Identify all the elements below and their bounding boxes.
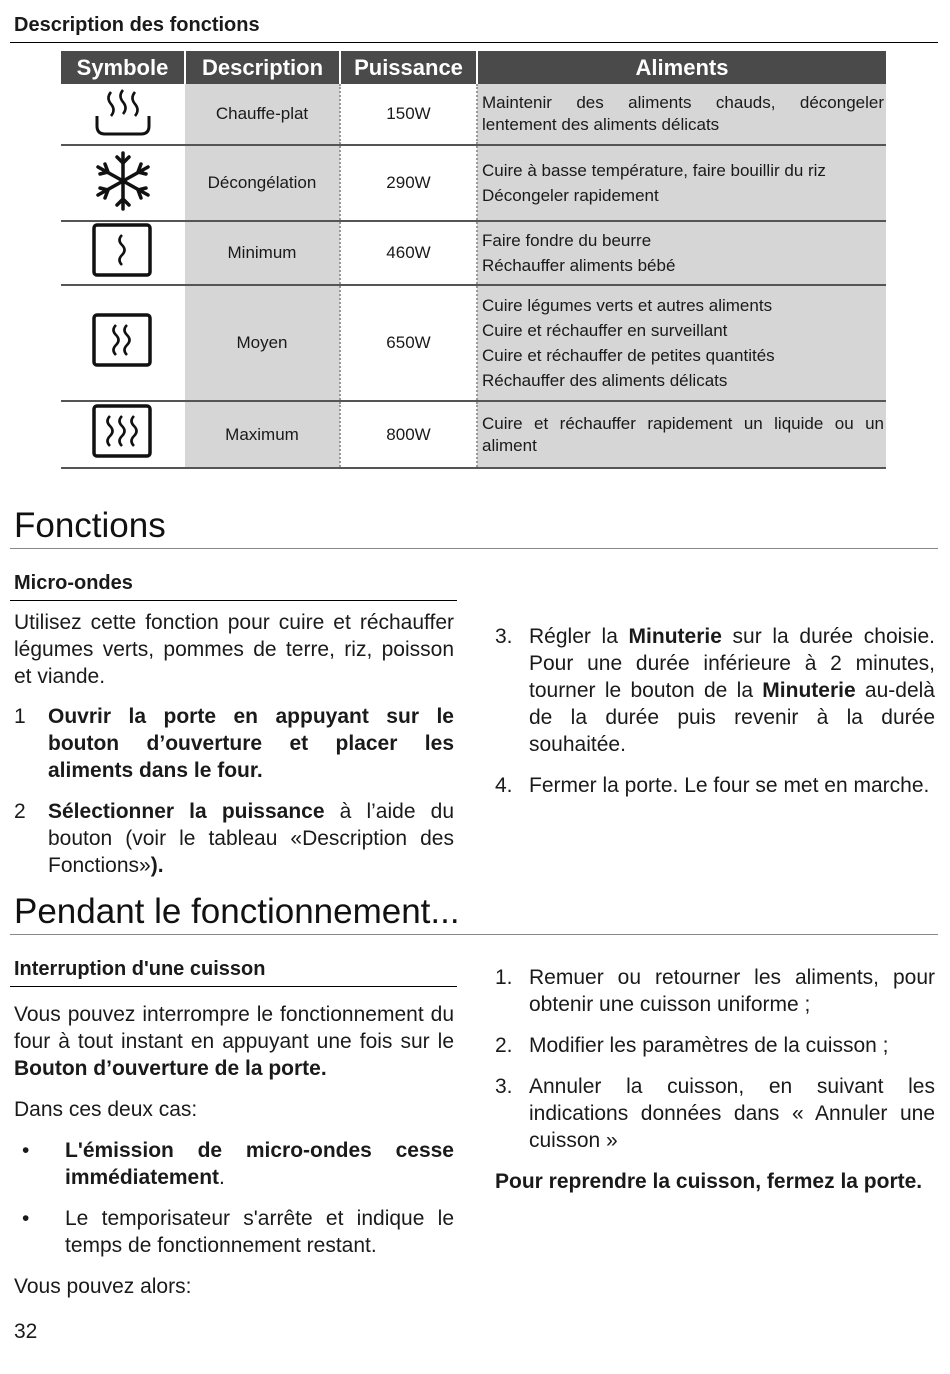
symbol-cell bbox=[61, 401, 185, 468]
step-item bbox=[495, 964, 935, 1018]
symbol-cell bbox=[61, 285, 185, 401]
header-aliments: Aliments bbox=[477, 51, 886, 84]
food-item: Décongeler rapidement bbox=[482, 185, 659, 205]
step-end: ). bbox=[150, 854, 164, 877]
description-cell: Minimum bbox=[185, 221, 340, 285]
foods-cell bbox=[477, 145, 886, 221]
step-number: 3. bbox=[495, 1075, 513, 1098]
para-text: Vous pouvez interrompre le fonctionnement du four à tout instant en appuyant une fois sur le bbox=[14, 1003, 454, 1053]
fonctions-right-column bbox=[495, 623, 935, 799]
pendant-left-column bbox=[14, 1001, 454, 1300]
resume-note bbox=[495, 1168, 935, 1195]
step-item bbox=[495, 623, 935, 758]
step-number: 4. bbox=[495, 774, 513, 797]
heat-three-waves-icon bbox=[92, 404, 154, 465]
bullet-mark: • bbox=[22, 1207, 30, 1230]
food-item: Cuire et réchauffer de petites quantités bbox=[482, 345, 775, 365]
power-cell: 460W bbox=[340, 221, 477, 285]
power-cell: 800W bbox=[340, 401, 477, 468]
para-bold: Bouton d’ouverture de la porte. bbox=[14, 1057, 327, 1080]
step-text: Ouvrir la porte en appuyant sur le bouton d’ouverture et placer les aliments dans le four. bbox=[48, 705, 454, 782]
table-row bbox=[61, 84, 886, 145]
food-item: Réchauffer des aliments délicats bbox=[482, 370, 728, 390]
both-cases-para: Dans ces deux cas: bbox=[14, 1098, 198, 1121]
step-text: Modifier les paramètres de la cuisson ; bbox=[529, 1034, 889, 1057]
interruption-para bbox=[14, 1001, 454, 1082]
step-number: 3. bbox=[495, 625, 513, 648]
bullet-bold: L'émission de micro-ondes cesse immédiatement bbox=[65, 1139, 454, 1189]
micro-ondes-intro: Utilisez cette fonction pour cuire et réchauffer légumes verts, pommes de terre, riz, poisson et viande. bbox=[14, 611, 454, 688]
step-bold: Minuterie bbox=[762, 679, 856, 702]
step-item bbox=[495, 1073, 935, 1154]
section-title: Description des fonctions bbox=[14, 14, 260, 36]
step-bold: Minuterie bbox=[628, 625, 722, 648]
pendant-title: Pendant le fonctionnement... bbox=[14, 892, 460, 931]
heat-one-wave-icon bbox=[92, 223, 154, 284]
power-cell: 290W bbox=[340, 145, 477, 221]
micro-ondes-rule bbox=[10, 600, 457, 601]
foods-cell bbox=[477, 221, 886, 285]
step-text: Régler la bbox=[529, 625, 629, 648]
interruption-heading: Interruption d'une cuisson bbox=[14, 958, 266, 980]
step-text: au-delà de la durée puis revenir à la durée souhaitée. bbox=[529, 679, 935, 756]
symbol-cell bbox=[61, 145, 185, 221]
foods-cell bbox=[477, 401, 886, 468]
step-number: 2. bbox=[495, 1034, 513, 1057]
step-number: 1 bbox=[14, 705, 26, 728]
bullet-item bbox=[14, 1137, 454, 1191]
micro-ondes-heading: Micro-ondes bbox=[14, 572, 133, 594]
table-row bbox=[61, 401, 886, 468]
functions-table bbox=[61, 51, 886, 469]
table-row bbox=[61, 145, 886, 221]
food-item: Maintenir des aliments chauds, décongeler lentement des aliments délicats bbox=[482, 93, 884, 134]
you-can-para: Vous pouvez alors: bbox=[14, 1275, 192, 1298]
step-text: Remuer ou retourner les aliments, pour obtenir une cuisson uniforme ; bbox=[529, 966, 935, 1016]
step-text: Annuler la cuisson, en suivant les indications données dans « Annuler une cuisson » bbox=[529, 1075, 935, 1152]
step-item bbox=[14, 703, 454, 784]
page-number: 32 bbox=[14, 1320, 38, 1343]
step-text: à l’aide du bouton (voir le tableau «Description des Fonctions» bbox=[48, 800, 454, 877]
food-item: Faire fondre du beurre bbox=[482, 230, 652, 250]
foods-cell bbox=[477, 84, 886, 145]
bullet-end: . bbox=[219, 1166, 225, 1189]
description-cell: Décongélation bbox=[185, 145, 340, 221]
heat-two-waves-icon bbox=[92, 313, 154, 374]
header-puissance: Puissance bbox=[340, 51, 477, 84]
symbol-cell bbox=[61, 221, 185, 285]
bullet-mark: • bbox=[22, 1139, 30, 1162]
step-number: 2 bbox=[14, 800, 26, 823]
step-bold: Sélectionner la puissance bbox=[48, 800, 325, 823]
description-cell: Moyen bbox=[185, 285, 340, 401]
table-header-row bbox=[61, 51, 886, 84]
step-item bbox=[495, 1032, 935, 1059]
step-number: 1. bbox=[495, 966, 513, 989]
power-cell: 650W bbox=[340, 285, 477, 401]
fonctions-left-column bbox=[14, 609, 454, 879]
bullet-text: Le temporisateur s'arrête et indique le temps de fonctionnement restant. bbox=[65, 1207, 454, 1257]
fonctions-rule bbox=[10, 548, 938, 549]
step-item bbox=[14, 798, 454, 879]
snowflake-icon bbox=[92, 150, 154, 217]
pendant-right-column bbox=[495, 964, 935, 1195]
interruption-rule bbox=[10, 986, 457, 987]
food-item: Cuire légumes verts et autres aliments bbox=[482, 295, 773, 315]
foods-cell bbox=[477, 285, 886, 401]
food-item: Cuire à basse température, faire bouillir du riz bbox=[482, 160, 826, 180]
step-text: sur la durée choisie. Pour une durée inférieure à 2 minutes, tourner le bouton de la bbox=[529, 625, 935, 702]
header-description: Description bbox=[185, 51, 340, 84]
description-cell: Maximum bbox=[185, 401, 340, 468]
table-row bbox=[61, 221, 886, 285]
food-item: Cuire et réchauffer en surveillant bbox=[482, 320, 728, 340]
plate-warmer-icon bbox=[91, 86, 155, 143]
header-symbole: Symbole bbox=[61, 51, 185, 84]
description-cell: Chauffe-plat bbox=[185, 84, 340, 145]
food-item: Réchauffer aliments bébé bbox=[482, 255, 676, 275]
step-text: Fermer la porte. Le four se met en marche. bbox=[529, 774, 930, 797]
step-item bbox=[495, 772, 935, 799]
section-rule bbox=[10, 42, 938, 43]
table-row bbox=[61, 285, 886, 401]
pendant-rule bbox=[10, 934, 938, 935]
power-cell: 150W bbox=[340, 84, 477, 145]
resume-text: Pour reprendre la cuisson, fermez la porte. bbox=[495, 1170, 923, 1193]
bullet-item bbox=[14, 1205, 454, 1259]
symbol-cell bbox=[61, 84, 185, 145]
fonctions-title: Fonctions bbox=[14, 506, 166, 545]
food-item: Cuire et réchauffer rapidement un liquide ou un aliment bbox=[482, 413, 884, 455]
